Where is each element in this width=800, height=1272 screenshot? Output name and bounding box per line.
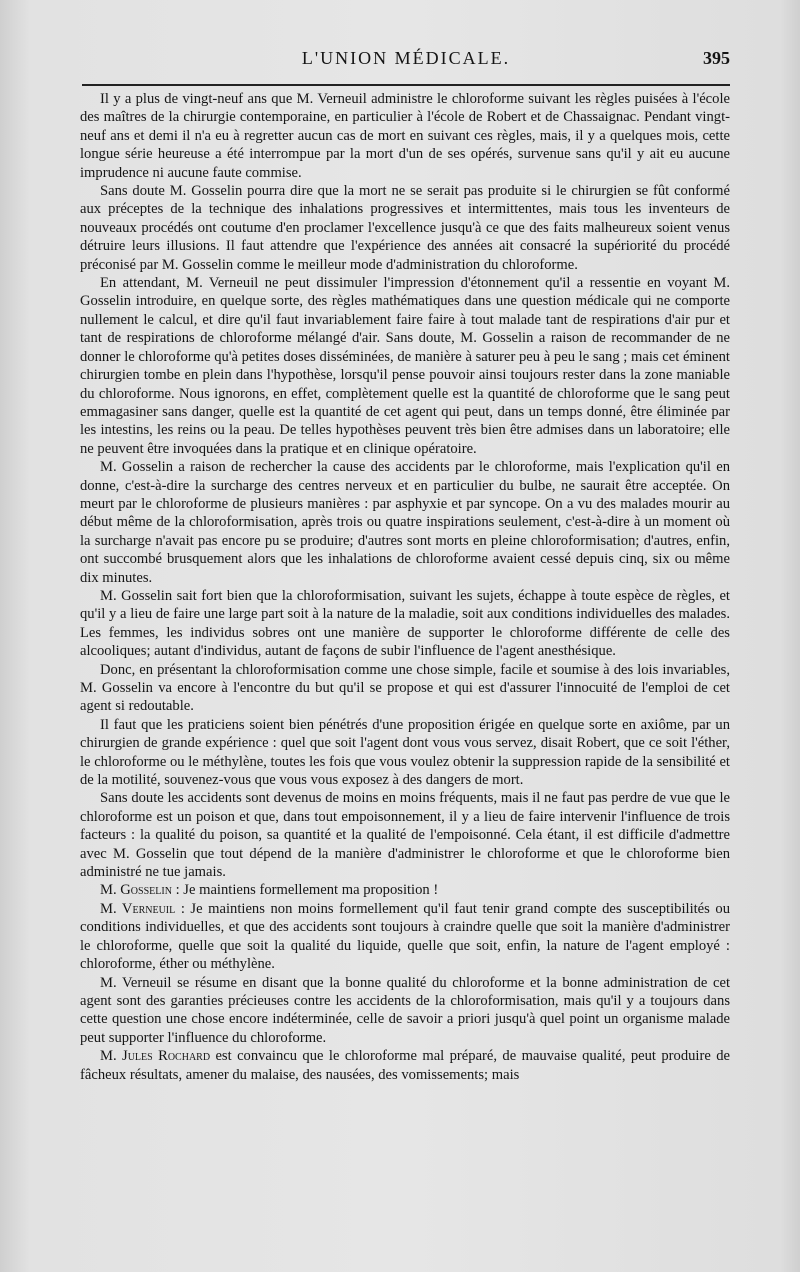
paragraph: Il y a plus de vingt-neuf ans que M. Verneuil administre le chloroforme suivant les règles puisées à l'école des maîtres de la chirurgie contemporaine, en particulier à l'école de Robert et de Chassaignac. Pendant vingt-neuf ans et demi il n'a eu à regretter aucun cas de mort en suivant ces règles, mais, il y a quelques mois, cette longue série heureuse a été interrompue par la mort d'un de ses opérés, survenue sans qu'il y ait eu aucune imprudence ni aucune faute commise. <box>80 91 730 181</box>
paragraph: M. Gosselin sait fort bien que la chloroformisation, suivant les sujets, échappe à toute espèce de règles, et qu'il y a lieu de faire une large part soit à la nature de la maladie, soit aux conditions individuelles des malades. Les femmes, les individus sobres ont une manière de supporter le chloroforme différente de celle des alcooliques; autant d'individus, autant de façons de subir l'influence de l'agent anesthésique. <box>80 587 730 660</box>
page-header <box>82 46 730 76</box>
paragraph: Donc, en présentant la chloroformisation comme une chose simple, facile et soumise à des lois invariables, M. Gosselin va encore à l'encontre du but qu'il se propose et qui est d'assurer l'innocuité de l'emploi de cet agent si redoutable. <box>80 661 730 715</box>
paragraph: M. Verneuil se résume en disant que la bonne qualité du chloroforme et la bonne administration de cet agent sont des garanties précieuses contre les accidents de la chloroformisation, mais qu'il y a toujours dans cette question une chose encore indéterminée, celle de savoir a priori jusqu'à quel point un organisme malade peut supporter l'influence du chloroforme. <box>80 974 730 1046</box>
paragraph: Sans doute M. Gosselin pourra dire que la mort ne se serait pas produite si le chirurgien se fût conformé aux préceptes de la technique des inhalations progressives et intermittentes, mais tous les inventeurs de nouveaux procédés ont coutume d'en proclamer l'excellence jusqu'à ce que des faits malheureux soient venus détruire leurs illusions. Il faut attendre que l'expérience des années ait consacré la supériorité du procédé préconisé par M. Gosselin comme le meilleur mode d'administration du chloroforme. <box>80 183 730 273</box>
header-rule <box>82 84 730 86</box>
speaker-paragraph: M. Jules Rochard est convaincu que le chloroforme mal préparé, de mauvaise qualité, peut produire de fâcheux résultats, amener du malaise, des nausées, des vomissements; mais <box>80 1048 730 1083</box>
speaker-paragraph: M. Gosselin : Je maintiens formellement ma proposition ! <box>100 882 439 899</box>
article-body <box>80 90 730 1084</box>
speaker-name: M. Gosselin <box>100 882 172 899</box>
paragraph: M. Gosselin a raison de rechercher la cause des accidents par le chloroforme, mais l'explication qu'il en donne, c'est-à-dire la surcharge des centres nerveux et en particulier du bulbe, ne saurait être acceptée. On meurt par le chloroforme de plusieurs manières : par asphyxie et par syncope. On a vu des malades mourir au début même de la chloroformisation, après trois ou quatre inspirations seulement, c'est-à-dire à un moment où la surcharge n'avait pas encore pu se produire; d'autres sont morts en pleine chloroformisation; d'autres, enfin, ont succombé brusquement alors que les inhalations de chloroforme avaient cessé depuis cinq, six ou même dix minutes. <box>80 459 730 586</box>
running-title: L'UNION MÉDICALE. <box>301 48 511 68</box>
speaker-name: M. Jules Rochard <box>100 1048 211 1065</box>
paragraph: En attendant, M. Verneuil ne peut dissimuler l'impression d'étonnement qu'il a ressentie en voyant M. Gosselin introduire, en quelque sorte, des règles mathématiques dans une question médicale qui ne comporte nullement le calcul, et dire qu'il faut invariablement faire faire à tout malade tant de respirations d'air pur et tant de respirations de chloroforme mélangé d'air. Sans doute, M. Gosselin a raison de recommander de ne donner le chloroforme qu'à petites doses disséminées, de manière à saturer peu à peu le sang ; mais cet éminent chirurgien tombe en plein dans l'hypothèse, lorsqu'il pense pouvoir ainsi toujours rester dans la zone maniable du chloroforme. Nous ignorons, en effet, complètement quelle est la quantité de chloroforme que le sang peut emmagasiner sans danger, quelle est la quantité de cet agent qui peut, dans un temps donné, être éliminée par les intestins, les reins ou la peau. De telles hypothèses peuvent très bien être admises dans un laboratoire; elle ne peuvent être invoquées dans la pratique et en clinique opératoire. <box>80 275 730 457</box>
speaker-name: M. Verneuil <box>100 900 176 917</box>
speaker-paragraph: M. Verneuil : Je maintiens non moins formellement qu'il faut tenir grand compte des susceptibilités ou conditions individuelles, et que des accidents sont toujours à craindre quelle que soit la manière d'administrer le chloroforme, quelle que soit la qualité du liquide, quelle que soit, enfin, la nature de l'agent employé : chloroforme, éther ou méthylène. <box>80 900 730 973</box>
paragraph: Sans doute les accidents sont devenus de moins en moins fréquents, mais il ne faut pas perdre de vue que le chloroforme est un poison et que, dans tout empoisonnement, il y a lieu de faire intervenir l'influence de trois facteurs : la qualité du poison, sa quantité et la qualité de l'empoisonné. Cela étant, il est difficile d'admettre avec M. Gosselin que tout dépend de la manière d'administrer le chloroforme et que le chloroforme bien administré ne tue jamais. <box>80 790 730 881</box>
page-number: 395 <box>703 48 730 68</box>
paragraph: Il faut que les praticiens soient bien pénétrés d'une proposition érigée en quelque sorte en axiôme, par un chirurgien de grande expérience : quel que soit l'agent dont vous vous servez, disait Robert, que ce soit l'éther, le chloroforme ou le méthylène, toutes les fois que vous voulez obtenir la suppression rapide de la sensibilité et de la motilité, souvenez-vous que vous vous exposez à des dangers de mort. <box>80 716 730 789</box>
